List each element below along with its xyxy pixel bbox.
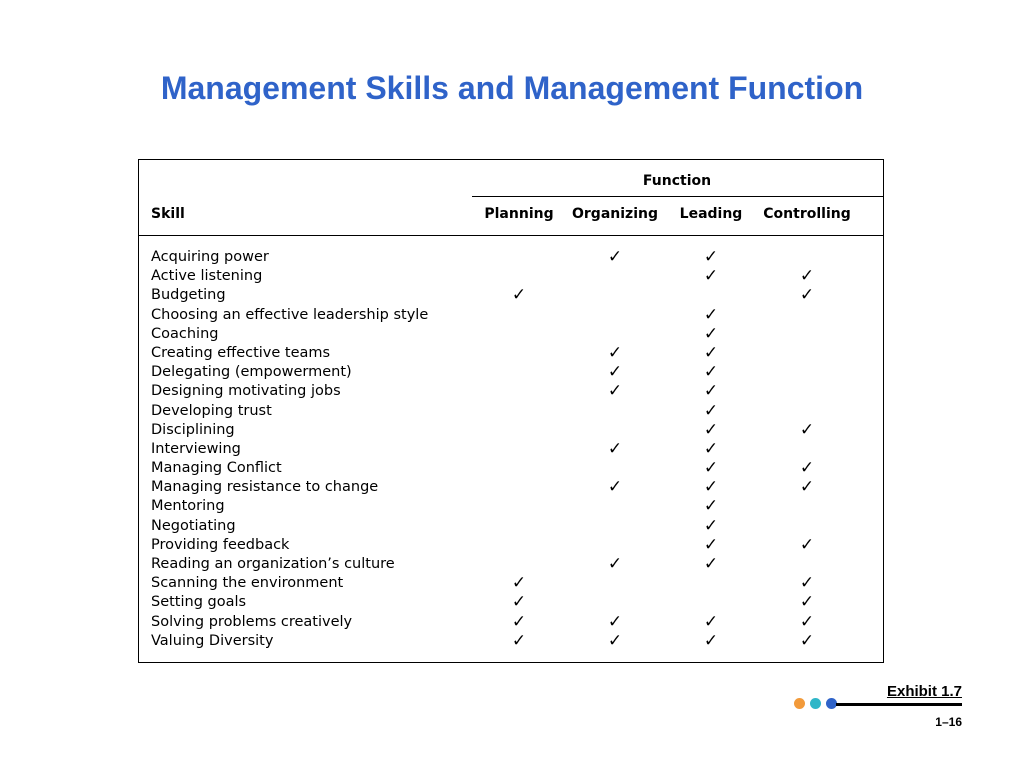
skill-label: Scanning the environment <box>151 575 344 592</box>
function-group-header: Function <box>642 173 712 189</box>
checkmark-icon: ✓ <box>511 630 527 651</box>
header-rule <box>139 235 883 236</box>
checkmark-icon: ✓ <box>607 362 623 383</box>
table-row <box>139 574 885 593</box>
checkmark-icon: ✓ <box>607 438 623 459</box>
table-row <box>139 382 885 401</box>
checkmark-icon: ✓ <box>799 285 815 306</box>
checkmark-icon: ✓ <box>607 247 623 267</box>
skill-label: Interviewing <box>151 440 241 457</box>
exhibit-label: Exhibit 1.7 <box>886 683 962 700</box>
table-row <box>139 325 885 344</box>
table-row <box>139 402 885 421</box>
table-row <box>139 555 885 574</box>
footer-rule <box>836 703 962 706</box>
checkmark-icon: ✓ <box>799 419 815 440</box>
table-row <box>139 497 885 516</box>
checkmark-icon: ✓ <box>511 285 527 306</box>
skill-label: Designing motivating jobs <box>151 383 341 400</box>
table-row <box>139 632 885 651</box>
checkmark-icon: ✓ <box>799 534 815 555</box>
checkmark-icon: ✓ <box>607 477 623 498</box>
column-header-controlling: Controlling <box>763 206 851 222</box>
checkmark-icon: ✓ <box>703 438 719 459</box>
table-row <box>139 286 885 305</box>
checkmark-icon: ✓ <box>607 630 623 651</box>
skill-label: Delegating (empowerment) <box>151 364 352 381</box>
checkmark-icon: ✓ <box>703 534 719 555</box>
checkmark-icon: ✓ <box>607 381 623 402</box>
table-row <box>139 459 885 478</box>
checkmark-icon: ✓ <box>799 266 815 287</box>
checkmark-icon: ✓ <box>703 323 719 344</box>
skill-label: Budgeting <box>151 287 226 304</box>
skills-function-table <box>138 159 884 663</box>
skill-label: Mentoring <box>151 498 225 515</box>
checkmark-icon: ✓ <box>799 573 815 594</box>
table-row <box>139 536 885 555</box>
checkmark-icon: ✓ <box>799 458 815 479</box>
slide-title: Management Skills and Management Function <box>160 70 864 106</box>
skill-column-header: Skill <box>151 206 185 222</box>
skill-label: Managing Conflict <box>151 460 282 477</box>
checkmark-icon: ✓ <box>703 515 719 536</box>
checkmark-icon: ✓ <box>607 611 623 632</box>
orange-dot-icon <box>794 698 805 709</box>
checkmark-icon: ✓ <box>703 630 719 651</box>
checkmark-icon: ✓ <box>703 611 719 632</box>
checkmark-icon: ✓ <box>511 611 527 632</box>
checkmark-icon: ✓ <box>703 247 719 267</box>
column-header-planning: Planning <box>484 206 554 222</box>
skill-label: Setting goals <box>151 594 247 611</box>
skill-label: Managing resistance to change <box>151 479 379 496</box>
skill-label: Reading an organization’s culture <box>151 556 395 572</box>
checkmark-icon: ✓ <box>703 458 719 479</box>
checkmark-icon: ✓ <box>703 496 719 517</box>
table-row <box>139 478 885 497</box>
skill-label: Solving problems creatively <box>151 613 353 630</box>
table-row <box>139 421 885 440</box>
checkmark-icon: ✓ <box>703 381 719 402</box>
checkmark-icon: ✓ <box>703 342 719 363</box>
checkmark-icon: ✓ <box>799 630 815 651</box>
skill-label: Disciplining <box>151 421 235 438</box>
table-row <box>139 440 885 459</box>
table-row <box>139 248 885 267</box>
skill-label: Choosing an effective leadership style <box>151 306 429 323</box>
checkmark-icon: ✓ <box>703 477 719 498</box>
checkmark-icon: ✓ <box>799 592 815 613</box>
column-header-organizing: Organizing <box>572 206 658 222</box>
checkmark-icon: ✓ <box>799 611 815 632</box>
table-row <box>139 517 885 536</box>
table-row <box>139 306 885 325</box>
checkmark-icon: ✓ <box>703 362 719 383</box>
table-row <box>139 344 885 363</box>
skill-label: Acquiring power <box>151 249 269 265</box>
table-body <box>139 248 885 651</box>
table-row <box>139 593 885 612</box>
skill-label: Active listening <box>151 268 263 285</box>
checkmark-icon: ✓ <box>511 573 527 594</box>
table-row <box>139 363 885 382</box>
skill-label: Developing trust <box>151 402 272 419</box>
checkmark-icon: ✓ <box>703 266 719 287</box>
checkmark-icon: ✓ <box>607 554 623 574</box>
teal-dot-icon <box>810 698 821 709</box>
checkmark-icon: ✓ <box>703 304 719 325</box>
column-header-leading: Leading <box>679 206 743 222</box>
checkmark-icon: ✓ <box>703 419 719 440</box>
function-header-rule <box>472 196 883 197</box>
skill-label: Negotiating <box>151 517 236 534</box>
checkmark-icon: ✓ <box>703 554 719 574</box>
skill-label: Valuing Diversity <box>151 632 274 649</box>
skill-label: Creating effective teams <box>151 344 331 361</box>
table-row <box>139 267 885 286</box>
checkmark-icon: ✓ <box>799 477 815 498</box>
checkmark-icon: ✓ <box>511 592 527 613</box>
table-row <box>139 613 885 632</box>
checkmark-icon: ✓ <box>703 400 719 421</box>
checkmark-icon: ✓ <box>607 342 623 363</box>
page-number: 1–16 <box>935 715 962 729</box>
skill-label: Coaching <box>151 325 219 342</box>
skill-label: Providing feedback <box>151 536 290 553</box>
